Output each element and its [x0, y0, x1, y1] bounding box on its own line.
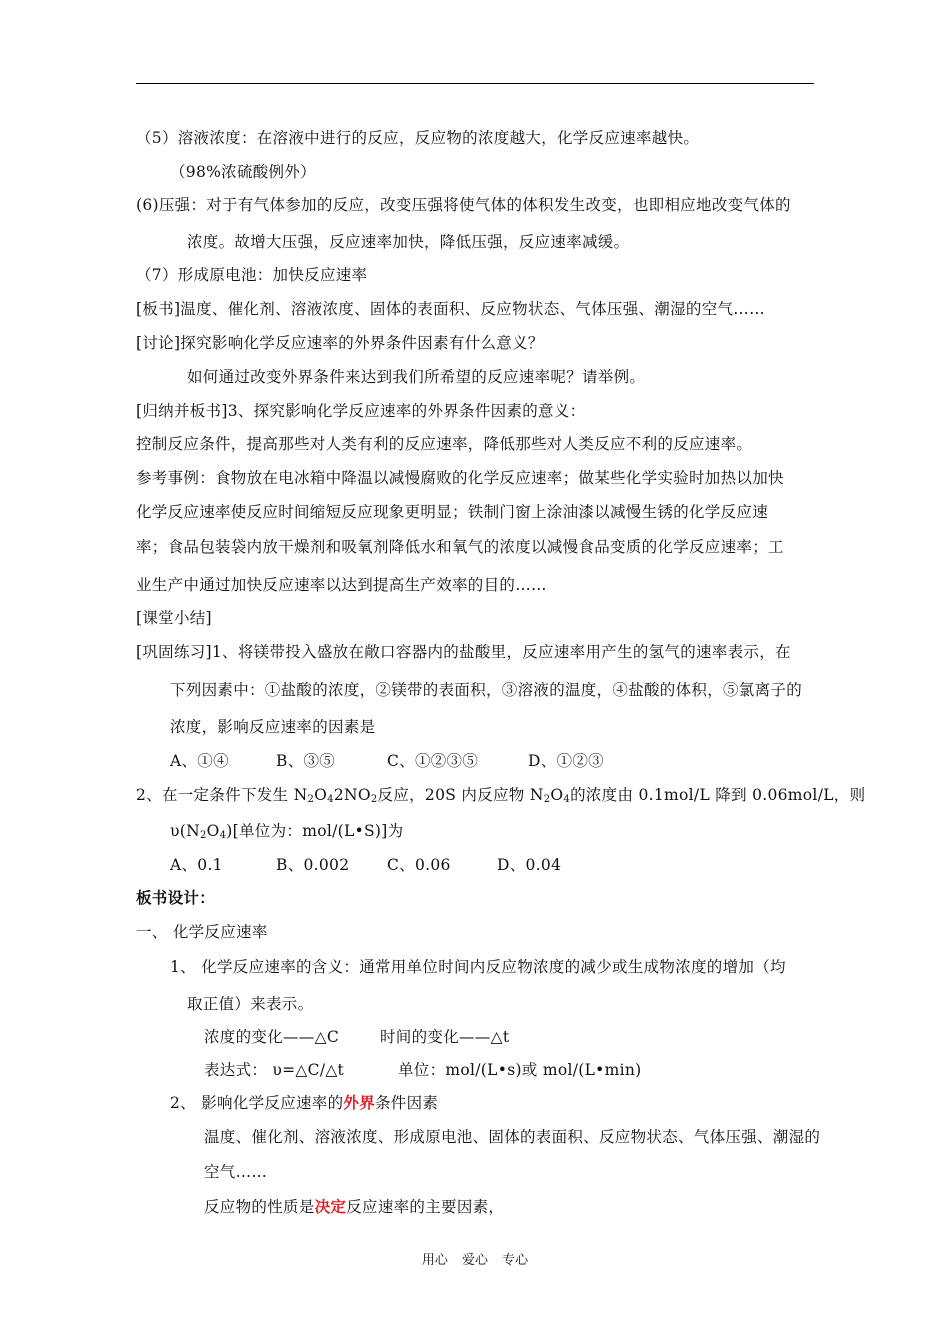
text-line: 化学反应速率使反应时间缩短反应现象更明显；铁制门窗上涂油漆以减慢生锈的化学反应速: [136, 503, 769, 521]
text-line: 空气……: [204, 1163, 268, 1181]
q1-option: C、①②③⑤: [387, 752, 479, 770]
highlight-text: 决定: [314, 1197, 347, 1216]
text-line: [课堂小结]: [136, 609, 212, 627]
text-line: [讨论]探究影响化学反应速率的外界条件因素有什么意义？: [136, 334, 544, 352]
text-line: 浓度，影响反应速率的因素是: [170, 718, 376, 736]
text-line: 参考事例：食物放在电冰箱中降温以减慢腐败的化学反应速率；做某些化学实验时加热以加快: [136, 469, 784, 487]
text-line: 浓度。故增大压强，反应速率加快，降低压强，反应速率减缓。: [187, 233, 630, 251]
q2-option: C、0.06: [387, 856, 451, 874]
text-line: 反应物的性质是决定反应速率的主要因素，: [204, 1197, 505, 1216]
q1-option: B、③⑤: [276, 752, 336, 770]
text-line: 表达式： υ=△C/△t: [204, 1061, 345, 1079]
text-line: 业生产中通过加快反应速率以达到提高生产效率的目的……: [136, 576, 547, 594]
text-line: 1、 化学反应速率的含义：通常用单位时间内反应物浓度的减少或生成物浓度的增加（均: [170, 958, 786, 976]
text-line: （7）形成原电池：加快反应速率: [136, 266, 368, 284]
text-line: 如何通过改变外界条件来达到我们所希望的反应速率呢？请举例。: [187, 368, 646, 386]
text-line: 下列因素中：①盐酸的浓度，②镁带的表面积，③溶液的温度，④盐酸的体积，⑤氯离子的: [170, 681, 803, 699]
text-line: 控制反应条件，提高那些对人类有利的反应速率，降低那些对人类反应不利的反应速率。: [136, 435, 753, 453]
text-line: [归纳并板书]3、探究影响化学反应速率的外界条件因素的意义：: [136, 402, 586, 420]
q2-line: 2、在一定条件下发生 $N_2O_42NO_2$反应，20S 内反应物 $N_2O_4$的浓度由 0.1mol/L 降到 0.06mol/L，则: [136, 786, 866, 805]
text-line: 取正值）来表示。: [187, 995, 314, 1013]
text-line: 一、 化学反应速率: [136, 923, 268, 941]
highlight-text: 外界: [343, 1093, 375, 1112]
text-line: 率；食品包装袋内放干燥剂和吸氧剂降低水和氧气的浓度以减慢食品变质的化学反应速率；工: [136, 538, 784, 556]
text-line: [板书]温度、催化剂、溶液浓度、固体的表面积、反应物状态、气体压强、潮湿的空气……: [136, 300, 765, 318]
q1-option: D、①②③: [528, 752, 604, 770]
q2-option: D、0.04: [497, 856, 562, 874]
text-line: 单位：mol/(L•s)或 mol/(L•min): [398, 1061, 642, 1079]
text-line: （5）溶液浓度：在溶液中进行的反应，反应物的浓度越大，化学反应速率越快。: [136, 129, 700, 147]
text-line: 温度、催化剂、溶液浓度、形成原电池、固体的表面积、反应物状态、气体压强、潮湿的: [204, 1128, 821, 1146]
text-line: （98%浓硫酸例外）: [170, 163, 316, 181]
q2-option: B、0.002: [276, 856, 350, 874]
text-line: 浓度的变化——△C: [204, 1028, 339, 1046]
text-line: (6)压强：对于有气体参加的反应，改变压强将使气体的体积发生改变，也即相应地改变气体的: [136, 196, 791, 214]
text-line: 时间的变化——△t: [380, 1028, 510, 1046]
board-design-title: 板书设计：: [136, 888, 216, 907]
q2-option: A、0.1: [170, 856, 223, 874]
q2-line-2: $\upsilon(N_2O_4)$[单位为：mol/(L•S)]为: [170, 822, 404, 841]
text-line: [巩固练习]1、将镁带投入盛放在敞口容器内的盐酸里，反应速率用产生的氢气的速率表示，在: [136, 643, 791, 661]
page-footer: 用心 爱心 专心: [421, 1253, 529, 1268]
header-rule: [136, 83, 814, 84]
text-line: 2、 影响化学反应速率的外界条件因素: [170, 1093, 439, 1112]
q1-option: A、①④: [170, 752, 229, 770]
